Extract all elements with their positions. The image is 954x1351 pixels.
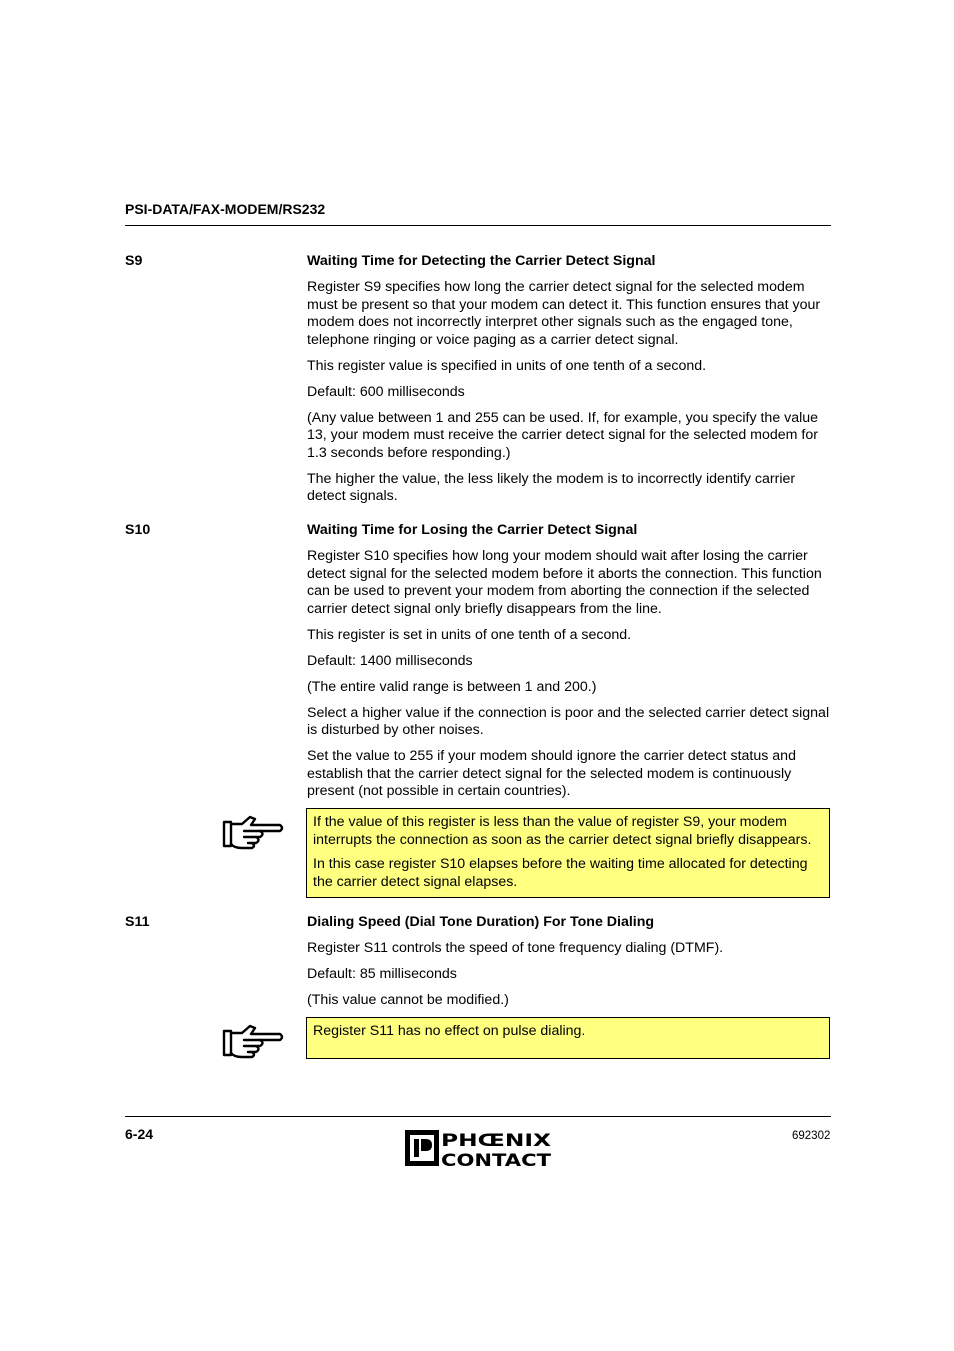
section-s9-content	[307, 253, 831, 514]
note-box-s10	[306, 808, 830, 898]
paragraph: Register S11 controls the speed of tone frequency dialing (DTMF).	[307, 939, 724, 956]
section-s10-heading: Waiting Time for Losing the Carrier Detect Signal	[307, 522, 638, 538]
pointing-hand-icon	[222, 814, 286, 850]
paragraph: This register is set in units of one tenth of a second.	[307, 626, 632, 643]
header-rule	[125, 225, 831, 226]
paragraph: (Any value between 1 and 255 can be used. If, for example, you specify the value 13, your modem must receive the carrier detect signal for the selected modem for 1.3 seconds before responding.)	[307, 409, 819, 461]
section-s11-heading: Dialing Speed (Dial Tone Duration) For Tone Dialing	[307, 914, 655, 930]
paragraph: Select a higher value if the connection is poor and the selected carrier detect signal is disturbed by other noises.	[307, 704, 830, 739]
section-s9-heading: Waiting Time for Detecting the Carrier Detect Signal	[307, 253, 656, 269]
note-text: Register S11 has no effect on pulse dialing.	[313, 1023, 586, 1039]
paragraph: Default: 85 milliseconds	[307, 965, 457, 982]
paragraph: This register value is specified in units of one tenth of a second.	[307, 357, 707, 374]
phoenix-contact-logo	[404, 1128, 552, 1168]
register-id-s11: S11	[125, 914, 150, 930]
register-id-s9: S9	[125, 253, 143, 269]
logo-line1: PHŒNIX	[441, 1131, 551, 1151]
register-id-s10: S10	[125, 522, 151, 538]
pointing-hand-icon	[222, 1023, 286, 1059]
paragraph: Register S9 specifies how long the carrier detect signal for the selected modem must be present so that your modem can detect it. This function ensures that your modem does not incorrectly interpret other signals such as the engaged tone, telephone ringing or voice paging as a carrier detect signal.	[307, 278, 821, 348]
paragraph: Set the value to 255 if your modem should ignore the carrier detect status and establish that the carrier detect signal for the selected modem is continuously present (not possible in certain countries).	[307, 748, 796, 800]
logo-line2: CONTACT	[441, 1151, 552, 1168]
paragraph: (The entire valid range is between 1 and 200.)	[307, 678, 597, 695]
paragraph: Default: 1400 milliseconds	[307, 652, 473, 669]
section-s10-content	[307, 522, 831, 809]
section-s11-content	[307, 914, 831, 1018]
paragraph: (This value cannot be modified.)	[307, 991, 509, 1008]
footer-rule	[125, 1116, 831, 1117]
document-title: PSI-DATA/FAX-MODEM/RS232	[125, 201, 326, 217]
paragraph: Default: 600 milliseconds	[307, 383, 465, 400]
document-number: 692302	[792, 1130, 831, 1142]
note-text: In this case register S10 elapses before the waiting time allocated for detecting the carrier detect signal elapses.	[313, 856, 808, 890]
note-box-s11	[306, 1017, 830, 1059]
note-text: If the value of this register is less than the value of register S9, your modem interrupts the connection as soon as the carrier detect signal briefly disappears.	[313, 814, 812, 848]
page-number: 6-24	[125, 1126, 154, 1142]
paragraph: The higher the value, the less likely the modem is to incorrectly identify carrier detect signals.	[307, 470, 796, 505]
paragraph: Register S10 specifies how long your modem should wait after losing the carrier detect signal for the selected modem before it aborts the connection. This function can be used to prevent your modem from aborting the connection if the selected carrier detect signal only briefly disappears from the line.	[307, 547, 822, 617]
